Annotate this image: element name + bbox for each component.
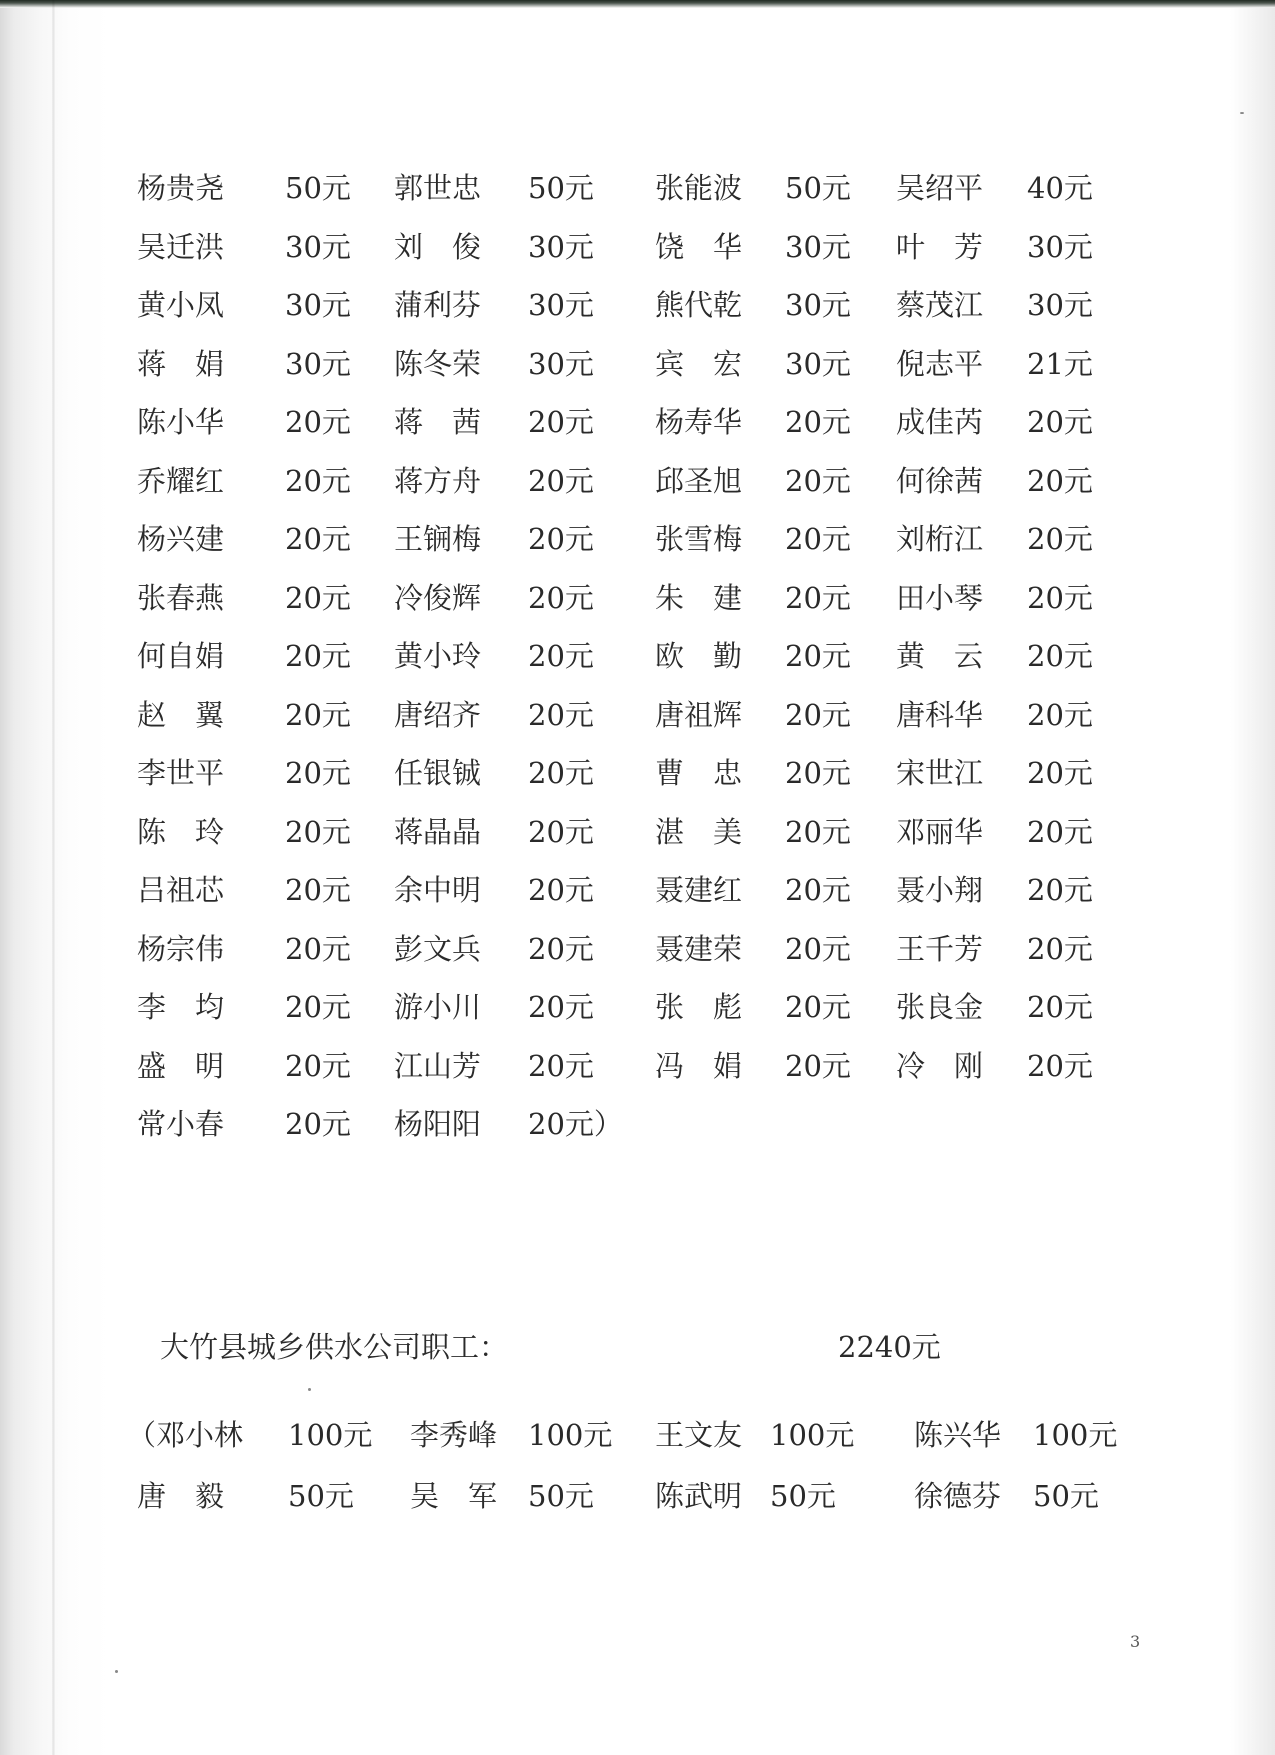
donation-amount: 20元 [785,756,851,790]
donor-name: 唐 毅 [137,1479,225,1513]
donation-amount: 20元 [285,932,351,966]
section-label: 大竹县城乡供水公司职工： [160,1330,509,1364]
donation-amount: 30元 [1027,288,1093,322]
donation-amount: 20元 [528,639,594,673]
donor-name: 江山芳 [394,1049,482,1083]
donation-amount: 20元 [528,932,594,966]
page-number: 3 [1130,1632,1141,1651]
donation-amount: 20元 [528,990,594,1024]
donor-name: 张春燕 [137,581,225,615]
donation-amount: 50元 [785,171,851,205]
donation-amount: 20元 [1027,873,1093,907]
donor-name: 吕祖芯 [137,873,225,907]
donor-name: 陈冬荣 [394,347,482,381]
scan-top-edge [0,0,1275,8]
donor-name: 宋世江 [896,756,984,790]
donor-name: 赵 翼 [137,698,225,732]
donor-name: 彭文兵 [394,932,482,966]
donation-amount: 30元 [285,347,351,381]
donor-name: 田小琴 [896,581,984,615]
donation-amount: 40元 [1027,171,1093,205]
donor-name: 蒲利芬 [394,288,482,322]
donation-amount: 30元 [785,347,851,381]
donation-amount: 20元 [785,873,851,907]
donor-name: 李世平 [137,756,225,790]
donor-name: 熊代乾 [655,288,743,322]
donor-name: 蒋方舟 [394,464,482,498]
donor-name: 刘 俊 [394,230,482,264]
donation-amount: 20元 [1027,581,1093,615]
donation-amount: 20元 [785,405,851,439]
donor-name: 黄小凤 [137,288,225,322]
donation-amount: 30元 [285,230,351,264]
donor-name: 蒋 娟 [137,347,225,381]
donation-amount: 100元 [1033,1418,1118,1452]
donation-amount: 100元 [770,1418,855,1452]
donor-name: 唐绍齐 [394,698,482,732]
donor-name: 张 彪 [655,990,743,1024]
donation-amount: 20元 [1027,990,1093,1024]
donation-amount: 50元 [285,171,351,205]
donation-amount: 20元 [285,581,351,615]
donor-name: 唐祖辉 [655,698,743,732]
donation-amount: 20元 [285,1049,351,1083]
donation-amount: 30元 [528,347,594,381]
donor-name: 欧 勤 [655,639,743,673]
donation-amount: 20元 [285,1107,351,1141]
donor-name: 刘桁江 [896,522,984,556]
donation-amount: 20元 [1027,639,1093,673]
donation-amount: 20元 [528,873,594,907]
donor-name: 饶 华 [655,230,743,264]
donor-name: 湛 美 [655,815,743,849]
donation-amount: 20元 [1027,464,1093,498]
donor-name: 张良金 [896,990,984,1024]
donation-amount: 20元 [528,522,594,556]
donor-name: 冷俊辉 [394,581,482,615]
donation-amount: 20元 [285,756,351,790]
donor-name: 杨兴建 [137,522,225,556]
donation-amount: 20元 [785,1049,851,1083]
donor-name: 蒋晶晶 [394,815,482,849]
donation-amount: 30元 [528,230,594,264]
donation-amount: 20元 [528,581,594,615]
donation-amount: 20元 [1027,522,1093,556]
donor-name: 郭世忠 [394,171,482,205]
donation-amount: 20元 [1027,815,1093,849]
donor-name: 叶 芳 [896,230,984,264]
donor-name: 冯 娟 [655,1049,743,1083]
donor-name: 何徐茜 [896,464,984,498]
donation-amount: 20元 [528,815,594,849]
donation-amount: 50元 [1033,1479,1099,1513]
donor-name: 陈 玲 [137,815,225,849]
donor-name: 陈小华 [137,405,225,439]
donor-name: 蒋 茜 [394,405,482,439]
donation-amount: 20元 [785,464,851,498]
donor-name: 余中明 [394,873,482,907]
donation-amount: 20元 [528,464,594,498]
donor-name: 黄小玲 [394,639,482,673]
donor-name: 宾 宏 [655,347,743,381]
donor-name: 杨贵尧 [137,171,225,205]
donor-name: 杨宗伟 [137,932,225,966]
donation-amount: 100元 [288,1418,373,1452]
donation-amount: 20元 [785,932,851,966]
donor-name: 邱圣旭 [655,464,743,498]
donor-name: 王千芳 [896,932,984,966]
donation-amount: 20元 [785,522,851,556]
donation-amount: 50元 [770,1479,836,1513]
donor-name: 吴迁洪 [137,230,225,264]
donation-amount: 20元） [528,1107,623,1141]
donation-amount: 20元 [285,698,351,732]
donor-name: 成佳芮 [896,405,984,439]
donation-amount: 20元 [528,698,594,732]
donation-amount: 50元 [288,1479,354,1513]
donation-amount: 20元 [285,815,351,849]
donor-name: 王锎梅 [394,522,482,556]
donation-amount: 50元 [528,171,594,205]
donor-name: 游小川 [394,990,482,1024]
donor-name: 任银铖 [394,756,482,790]
donor-name: 朱 建 [655,581,743,615]
donor-name: 杨寿华 [655,405,743,439]
donor-name: 杨阳阳 [394,1107,482,1141]
donation-amount: 20元 [785,815,851,849]
donation-amount: 20元 [1027,756,1093,790]
donor-name: 吴绍平 [896,171,984,205]
donor-name: 徐德芬 [914,1479,1002,1513]
donation-amount: 20元 [1027,1049,1093,1083]
donation-amount: 20元 [1027,405,1093,439]
donor-name: 李秀峰 [410,1418,498,1452]
donation-amount: 30元 [528,288,594,322]
donation-amount: 30元 [785,230,851,264]
donor-name: 冷 刚 [896,1049,984,1083]
donation-amount: 100元 [528,1418,613,1452]
donor-name: 李 均 [137,990,225,1024]
donation-amount: 20元 [285,639,351,673]
donor-name: 吴 军 [410,1479,498,1513]
donation-amount: 20元 [1027,932,1093,966]
donor-name: 倪志平 [896,347,984,381]
donor-name: 聂建荣 [655,932,743,966]
scan-speck [115,1670,118,1673]
donation-amount: 30元 [785,288,851,322]
donor-name: 邓丽华 [896,815,984,849]
donation-amount: 20元 [785,990,851,1024]
donation-amount: 20元 [285,873,351,907]
donor-name: 何自娟 [137,639,225,673]
donor-name: 陈兴华 [914,1418,1002,1452]
donation-amount: 20元 [1027,698,1093,732]
donation-amount: 20元 [285,464,351,498]
binding-fold [52,0,55,1755]
donor-name: 黄 云 [896,639,984,673]
donation-amount: 20元 [285,405,351,439]
donor-name: 陈武明 [655,1479,743,1513]
donation-amount: 20元 [785,639,851,673]
donation-amount: 20元 [285,522,351,556]
donation-amount: 20元 [785,698,851,732]
donation-amount: 20元 [528,405,594,439]
donor-name: 盛 明 [137,1049,225,1083]
donor-name: 王文友 [655,1418,743,1452]
donor-name: 乔耀红 [137,464,225,498]
donation-amount: 20元 [285,990,351,1024]
donor-name: 常小春 [137,1107,225,1141]
donor-name: 聂小翔 [896,873,984,907]
donation-amount: 30元 [1027,230,1093,264]
donor-name: 曹 忠 [655,756,743,790]
donation-amount: 20元 [528,756,594,790]
donor-name: 聂建红 [655,873,743,907]
donor-name: 唐科华 [896,698,984,732]
section-total: 2240元 [838,1330,941,1364]
donor-name: （邓小林 [127,1418,244,1452]
donor-name: 张能波 [655,171,743,205]
donation-amount: 30元 [285,288,351,322]
donation-amount: 20元 [528,1049,594,1083]
donor-name: 张雪梅 [655,522,743,556]
donation-amount: 21元 [1027,347,1093,381]
donation-amount: 20元 [785,581,851,615]
donor-name: 蔡茂江 [896,288,984,322]
scan-speck [308,1388,311,1391]
scan-speck [1240,112,1244,114]
donation-amount: 50元 [528,1479,594,1513]
